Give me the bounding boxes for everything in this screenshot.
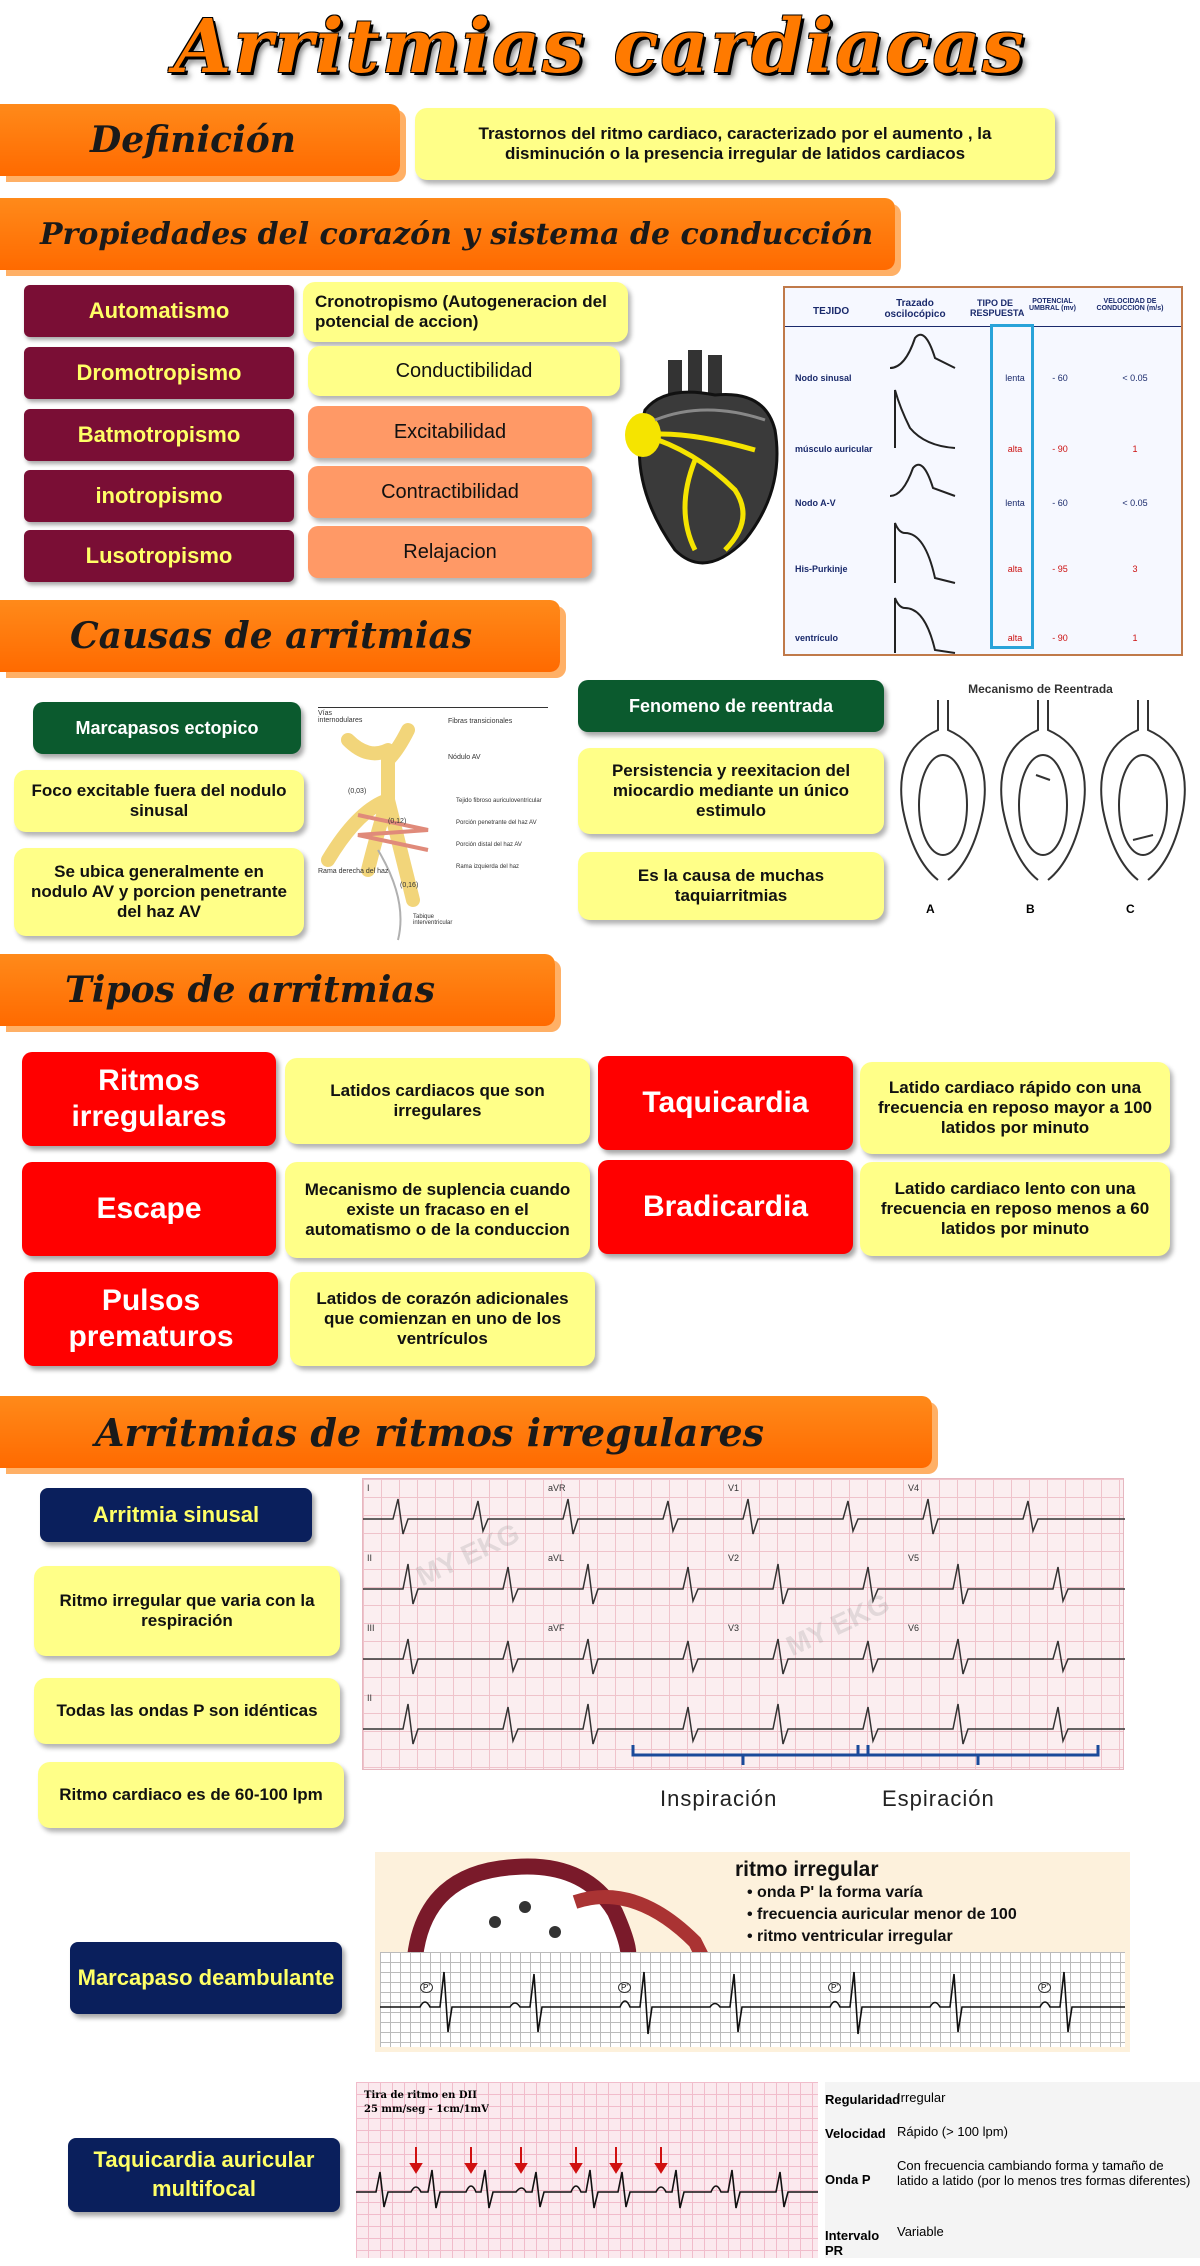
deambulante-strip: [380, 1952, 1125, 2047]
ecg-12-lead: [362, 1478, 1124, 1770]
deambulante-point: • onda P' la forma varía: [747, 1884, 923, 1901]
heart-illustration: [615, 340, 790, 580]
table-header: TIPO DE RESPUESTA: [970, 298, 1025, 318]
prop-desc: Cronotropismo (Autogeneracion del potencial de accion): [303, 282, 628, 342]
lead-label: V5: [908, 1553, 920, 1563]
definicion-text: Trastornos del ritmo cardiaco, caracterizado por el aumento , la disminución o la presencia irregular de latidos cardiacos: [415, 108, 1055, 180]
reentrada-point: Es la causa de muchas taquiarritmias: [578, 852, 884, 920]
tipo-desc: Latidos cardiacos que son irregulares: [285, 1058, 590, 1144]
prop-name: Lusotropismo: [24, 530, 294, 582]
prop-desc: Relajacion: [308, 526, 592, 578]
lead-label: V2: [728, 1553, 740, 1563]
lead-label: II: [367, 1693, 373, 1703]
tipo-desc: Latido cardiaco rápido con una frecuencia en reposo mayor a 100 latidos por minuto: [860, 1062, 1170, 1154]
tipo-name: Escape: [22, 1162, 276, 1256]
tipo-desc: Latido cardiaco lento con una frecuencia en reposo menos a 60 latidos por minuto: [860, 1162, 1170, 1256]
tipo-name: Taquicardia: [598, 1056, 853, 1150]
multifocal-label: Taquicardia auricular multifocal: [68, 2138, 340, 2212]
ecg-traces: [363, 1479, 1125, 1771]
reentrada-label-b: B: [1026, 902, 1035, 916]
deambulante-trace: [380, 1952, 1125, 2047]
definicion-heading: Definición: [0, 104, 400, 176]
prop-desc: Excitabilidad: [308, 406, 592, 458]
multifocal-trace: [356, 2122, 818, 2252]
p-prime-marker: P': [420, 1982, 433, 1993]
tipo-desc: Latidos de corazón adicionales que comienzan en uno de los ventrículos: [290, 1272, 595, 1366]
deambulante-figure: [375, 1852, 1130, 2052]
marcapasos-point: Se ubica generalmente en nodulo AV y porcion penetrante del haz AV: [14, 848, 304, 936]
sinusal-point: Ritmo irregular que varia con la respiración: [34, 1566, 340, 1656]
prop-desc: Contractibilidad: [308, 466, 592, 518]
propiedades-heading: Propiedades del corazón y sistema de conducción: [0, 198, 895, 270]
lead-label: V4: [908, 1483, 920, 1493]
heart-cross-section: [375, 1852, 735, 1962]
table-header: POTENCIAL UMBRAL (mv): [1029, 298, 1076, 312]
av-node-figure: Vías internodulares Fibras transicionales Nódulo AV (0,03) (0,12) Tejido fibroso auriculoventricular Porción penetrante del haz AV Porción distal del haz AV Rama derecha del haz Rama izquierda del haz (0,16) Tabique interventricular: [318, 700, 548, 942]
action-potential-traces: [885, 328, 965, 658]
marcapasos-label: Marcapasos ectopico: [33, 702, 301, 754]
sinusal-point: Ritmo cardiaco es de 60-100 lpm: [38, 1762, 344, 1828]
lead-label: aVL: [548, 1553, 565, 1563]
tipo-name: Ritmos irregulares: [22, 1052, 276, 1146]
lead-label: V1: [728, 1483, 740, 1493]
ecg-watermark: MY EKG: [411, 1517, 525, 1592]
reentrada-figure-title: Mecanismo de Reentrada: [968, 682, 1113, 696]
multifocal-strip: [356, 2082, 818, 2258]
marcapasos-point: Foco excitable fuera del nodulo sinusal: [14, 770, 304, 832]
strip-subtitle: 25 mm/seg - 1cm/1mV: [364, 2104, 489, 2115]
p-prime-marker: P': [618, 1982, 631, 1993]
prop-desc: Conductibilidad: [308, 346, 620, 396]
sinusal-point: Todas las ondas P son idénticas: [34, 1678, 340, 1744]
lead-label: III: [367, 1623, 375, 1633]
espiracion-label: Espiración: [882, 1786, 995, 1811]
tipo-name: Pulsos prematuros: [24, 1272, 278, 1366]
irregulares-heading: Arritmias de ritmos irregulares: [0, 1396, 932, 1468]
multifocal-table: Regularidad Irregular Velocidad Rápido (> 100 lpm) Onda P Con frecuencia cambiando forma y tamaño de latido a latido (por lo menos tres formas diferentes) Intervalo PR Variable: [825, 2082, 1200, 2258]
page-title: Arritmias cardiacas: [174, 4, 1026, 90]
conduction-table: TEJIDO Trazado oscilocópico TIPO DE RESPUESTA POTENCIAL UMBRAL (mv) VELOCIDAD DE CONDUCCION (m/s) Nodo sinusal lenta - 60 < 0.05 músculo auricular alta - 90 1 Nodo A-V lenta - 60 < 0.05 His-Purkinje alta - 95 3 ventrículo alta - 90 1: [783, 286, 1183, 656]
prop-name: inotropismo: [24, 470, 294, 522]
lead-label: II: [367, 1553, 373, 1563]
reentrada-label: Fenomeno de reentrada: [578, 680, 884, 732]
reentrada-point: Persistencia y reexitacion del miocardio mediante un único estimulo: [578, 748, 884, 834]
deambulante-title: ritmo irregular: [735, 1858, 879, 1881]
tipo-name: Bradicardia: [598, 1160, 853, 1254]
lead-label: V3: [728, 1623, 740, 1633]
lead-label: aVR: [548, 1483, 566, 1493]
prop-name: Dromotropismo: [24, 347, 294, 399]
strip-title: Tira de ritmo en DII: [364, 2090, 477, 2101]
reentrada-label-c: C: [1126, 902, 1135, 916]
reentrada-figure: [888, 680, 1193, 930]
p-prime-marker: P': [828, 1982, 841, 1993]
tipos-heading: Tipos de arritmias: [0, 954, 555, 1026]
prop-name: Batmotropismo: [24, 409, 294, 461]
deambulante-label: Marcapaso deambulante: [70, 1942, 342, 2014]
reentrada-diagram: [888, 700, 1193, 900]
deambulante-point: • ritmo ventricular irregular: [747, 1928, 953, 1945]
deambulante-point: • frecuencia auricular menor de 100: [747, 1906, 1017, 1923]
table-header: Trazado oscilocópico: [884, 298, 946, 320]
lead-label: aVF: [548, 1623, 565, 1633]
tipo-desc: Mecanismo de suplencia cuando existe un fracaso en el automatismo o de la conduccion: [285, 1162, 590, 1258]
prop-name: Automatismo: [24, 285, 294, 337]
sinusal-label: Arritmia sinusal: [40, 1488, 312, 1542]
lead-label: V6: [908, 1623, 920, 1633]
inspiracion-label: Inspiración: [660, 1786, 778, 1811]
table-header: VELOCIDAD DE CONDUCCION (m/s): [1096, 298, 1164, 312]
lead-label: I: [367, 1483, 370, 1493]
ecg-watermark: MY EKG: [781, 1587, 895, 1662]
causas-heading: Causas de arritmias: [0, 600, 560, 672]
reentrada-label-a: A: [926, 902, 935, 916]
table-header: TEJIDO: [813, 306, 850, 317]
p-prime-marker: P': [1038, 1982, 1051, 1993]
